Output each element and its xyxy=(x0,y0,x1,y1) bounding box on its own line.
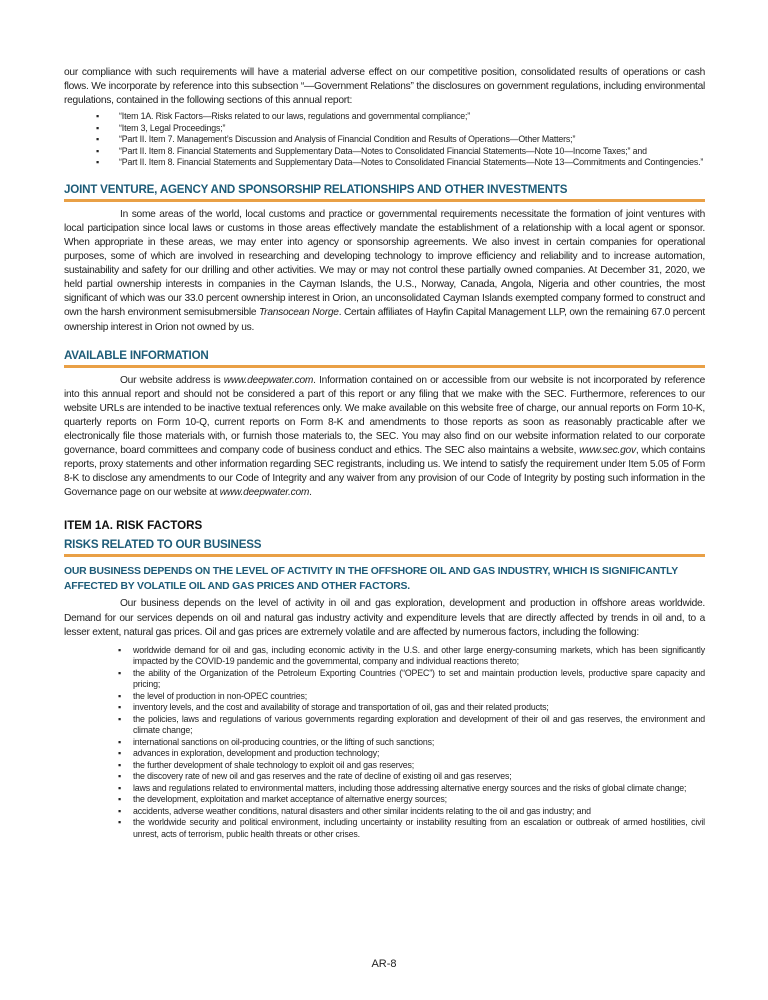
list-item: ▪ international sanctions on oil-producing countries, or the lifting of such sanctions; xyxy=(118,737,705,749)
text: . Information contained on or accessible from our website is not incorporated by reference into this annual report and should not be considered a part of this report or any filing that we make with the SEC. Furthermore, references to our website URLs are intended to be inactive textual references only. We make available on this website free of charge, our annual reports on Form 10-K, quarterly reports on Form 10-Q, current reports on Form 8-K and amendments to those reports as soon as reasonably practicable after we electronically file those materials with, or furnish those materials to, the SEC. You may also find on our website information related to our corporate governance, board committees and company code of business conduct and ethics. The SEC also maintains a website, xyxy=(64,374,705,457)
list-item: ▪ “Part II. Item 7. Management’s Discussion and Analysis of Financial Condition and Results of Operations—Other Matters;” xyxy=(96,134,705,146)
list-item: ▪ the discovery rate of new oil and gas reserves and the rate of decline of existing oil and gas reserves; xyxy=(118,771,705,783)
list-item: ▪ advances in exploration, development and production technology; xyxy=(118,748,705,760)
list-item: ▪ the policies, laws and regulations of various governments regarding exploration and development of their oil and gas reserves, the environment and climate change; xyxy=(118,714,705,737)
risks-business-heading: RISKS RELATED TO OUR BUSINESS xyxy=(64,538,705,557)
website-link[interactable]: www.deepwater.com xyxy=(223,374,314,386)
list-item: ▪ accidents, adverse weather conditions, natural disasters and other similar incidents relating to the oil and gas industry; and xyxy=(118,806,705,818)
joint-venture-paragraph xyxy=(64,208,705,335)
list-item: ▪ the level of production in non-OPEC countries; xyxy=(118,691,705,703)
list-item: ▪ worldwide demand for oil and gas, including economic activity in the U.S. and other large energy-consuming markets, which has been significantly impacted by the COVID-19 pandemic and the governmental, company and individual reactions thereto; xyxy=(118,645,705,668)
list-item: ▪ the worldwide security and political environment, including uncertainty or instability resulting from an escalation or outbreak of armed hostilities, civil unrest, acts of terrorism, public health threats or other crises. xyxy=(118,817,705,840)
list-item: ▪ laws and regulations related to environmental matters, including those addressing alternative energy sources and the risks of global climate change; xyxy=(118,783,705,795)
list-item: ▪ the further development of shale technology to exploit oil and gas reserves; xyxy=(118,760,705,772)
text: Our website address is xyxy=(120,374,224,386)
available-information-heading: AVAILABLE INFORMATION xyxy=(64,349,705,368)
document-page xyxy=(64,66,705,840)
risk-subheading: OUR BUSINESS DEPENDS ON THE LEVEL OF ACTIVITY IN THE OFFSHORE OIL AND GAS INDUSTRY, WHICH IS SIGNIFICANTLY AFFECTED BY VOLATILE OIL AND GAS PRICES AND OTHER FACTORS. xyxy=(64,566,678,592)
website-link[interactable]: www.deepwater.com xyxy=(219,487,310,499)
intro-paragraph: our compliance with such requirements will have a material adverse effect on our competitive position, consolidated results of operations or cash flows. We incorporate by reference into this subsection “—Government Relations” the disclosures on government regulations, including environmental regulations, contained in the following sections of this annual report: xyxy=(64,67,705,107)
risk-factor-list xyxy=(64,645,705,841)
list-item: ▪ the development, exploitation and market acceptance of alternative energy sources; xyxy=(118,794,705,806)
text: In some areas of the world, local customs and practice or governmental requirements necessitate the formation of joint ventures with local participation since local laws or customs in those areas effectively mandate the establishment of a relationship with a local agent or sponsor. When appropriate in these areas, we may enter into agency or sponsorship agreements. We also invest in certain companies for operational purposes, some of which are involved in researching and developing technology to improve efficiency and reliability and to increase automation, sustainability and safety for our drilling and other activities. We may or may not control these partially owned companies. At December 31, 2020, we held partial ownership interests in companies in the Cayman Islands, the U.S., Norway, Canada, Angola, Nigeria and other countries, the most significant of which was our 33.0 percent ownership interest in Orion, an unconsolidated Cayman Islands exempted company formed to construct and own the harsh environment semisubmersible xyxy=(64,208,705,319)
page-number: AR-8 xyxy=(371,958,397,970)
risk-paragraph: Our business depends on the level of activity in oil and gas exploration, development and production in offshore areas worldwide. Demand for our services depends on oil and natural gas industry activity and expenditure levels that are directly affected by trends in oil and, to a lesser extent, natural gas prices. Oil and gas prices are extremely volatile and are affected by numerous factors, including the following: xyxy=(64,598,705,638)
text: . xyxy=(309,487,312,499)
list-item: ▪ “Part II. Item 8. Financial Statements and Supplementary Data—Notes to Consolidated Financial Statements—Note 13—Commitments and Contingencies.” xyxy=(96,157,705,169)
list-item: ▪ inventory levels, and the cost and availability of storage and transportation of oil, gas and their related products; xyxy=(118,702,705,714)
rig-name: Transocean Norge xyxy=(258,307,339,319)
item-1a-heading: ITEM 1A. RISK FACTORS xyxy=(64,519,203,533)
sec-link[interactable]: www.sec.gov xyxy=(579,445,636,457)
list-item: ▪ “Part II. Item 8. Financial Statements and Supplementary Data—Notes to Consolidated Financial Statements—Note 10—Income Taxes;” and xyxy=(96,146,705,158)
text: , which contains reports, proxy statements and other information regarding SEC registrants, including us. We intend to satisfy the requirement under Item 5.05 of Form 8-K to disclose any amendments to our Code of Integrity and any waiver from any provision of our Code of Integrity by posting such information in the Governance page on our website at xyxy=(64,445,705,499)
list-item: ▪ “Item 3, Legal Proceedings;” xyxy=(96,123,705,135)
available-information-paragraph xyxy=(64,374,705,501)
list-item: ▪ the ability of the Organization of the Petroleum Exporting Countries (“OPEC”) to set and maintain production levels, productive spare capacity and pricing; xyxy=(118,668,705,691)
list-item: ▪ “Item 1A. Risk Factors—Risks related to our laws, regulations and governmental compliance;” xyxy=(96,111,705,123)
reference-list xyxy=(64,111,705,169)
joint-venture-heading: JOINT VENTURE, AGENCY AND SPONSORSHIP RELATIONSHIPS AND OTHER INVESTMENTS xyxy=(64,183,705,202)
text: . Certain affiliates of Hayfin Capital Management LLP, own the remaining 67.0 percent ownership interest in Orion not owned by us. xyxy=(64,307,705,333)
